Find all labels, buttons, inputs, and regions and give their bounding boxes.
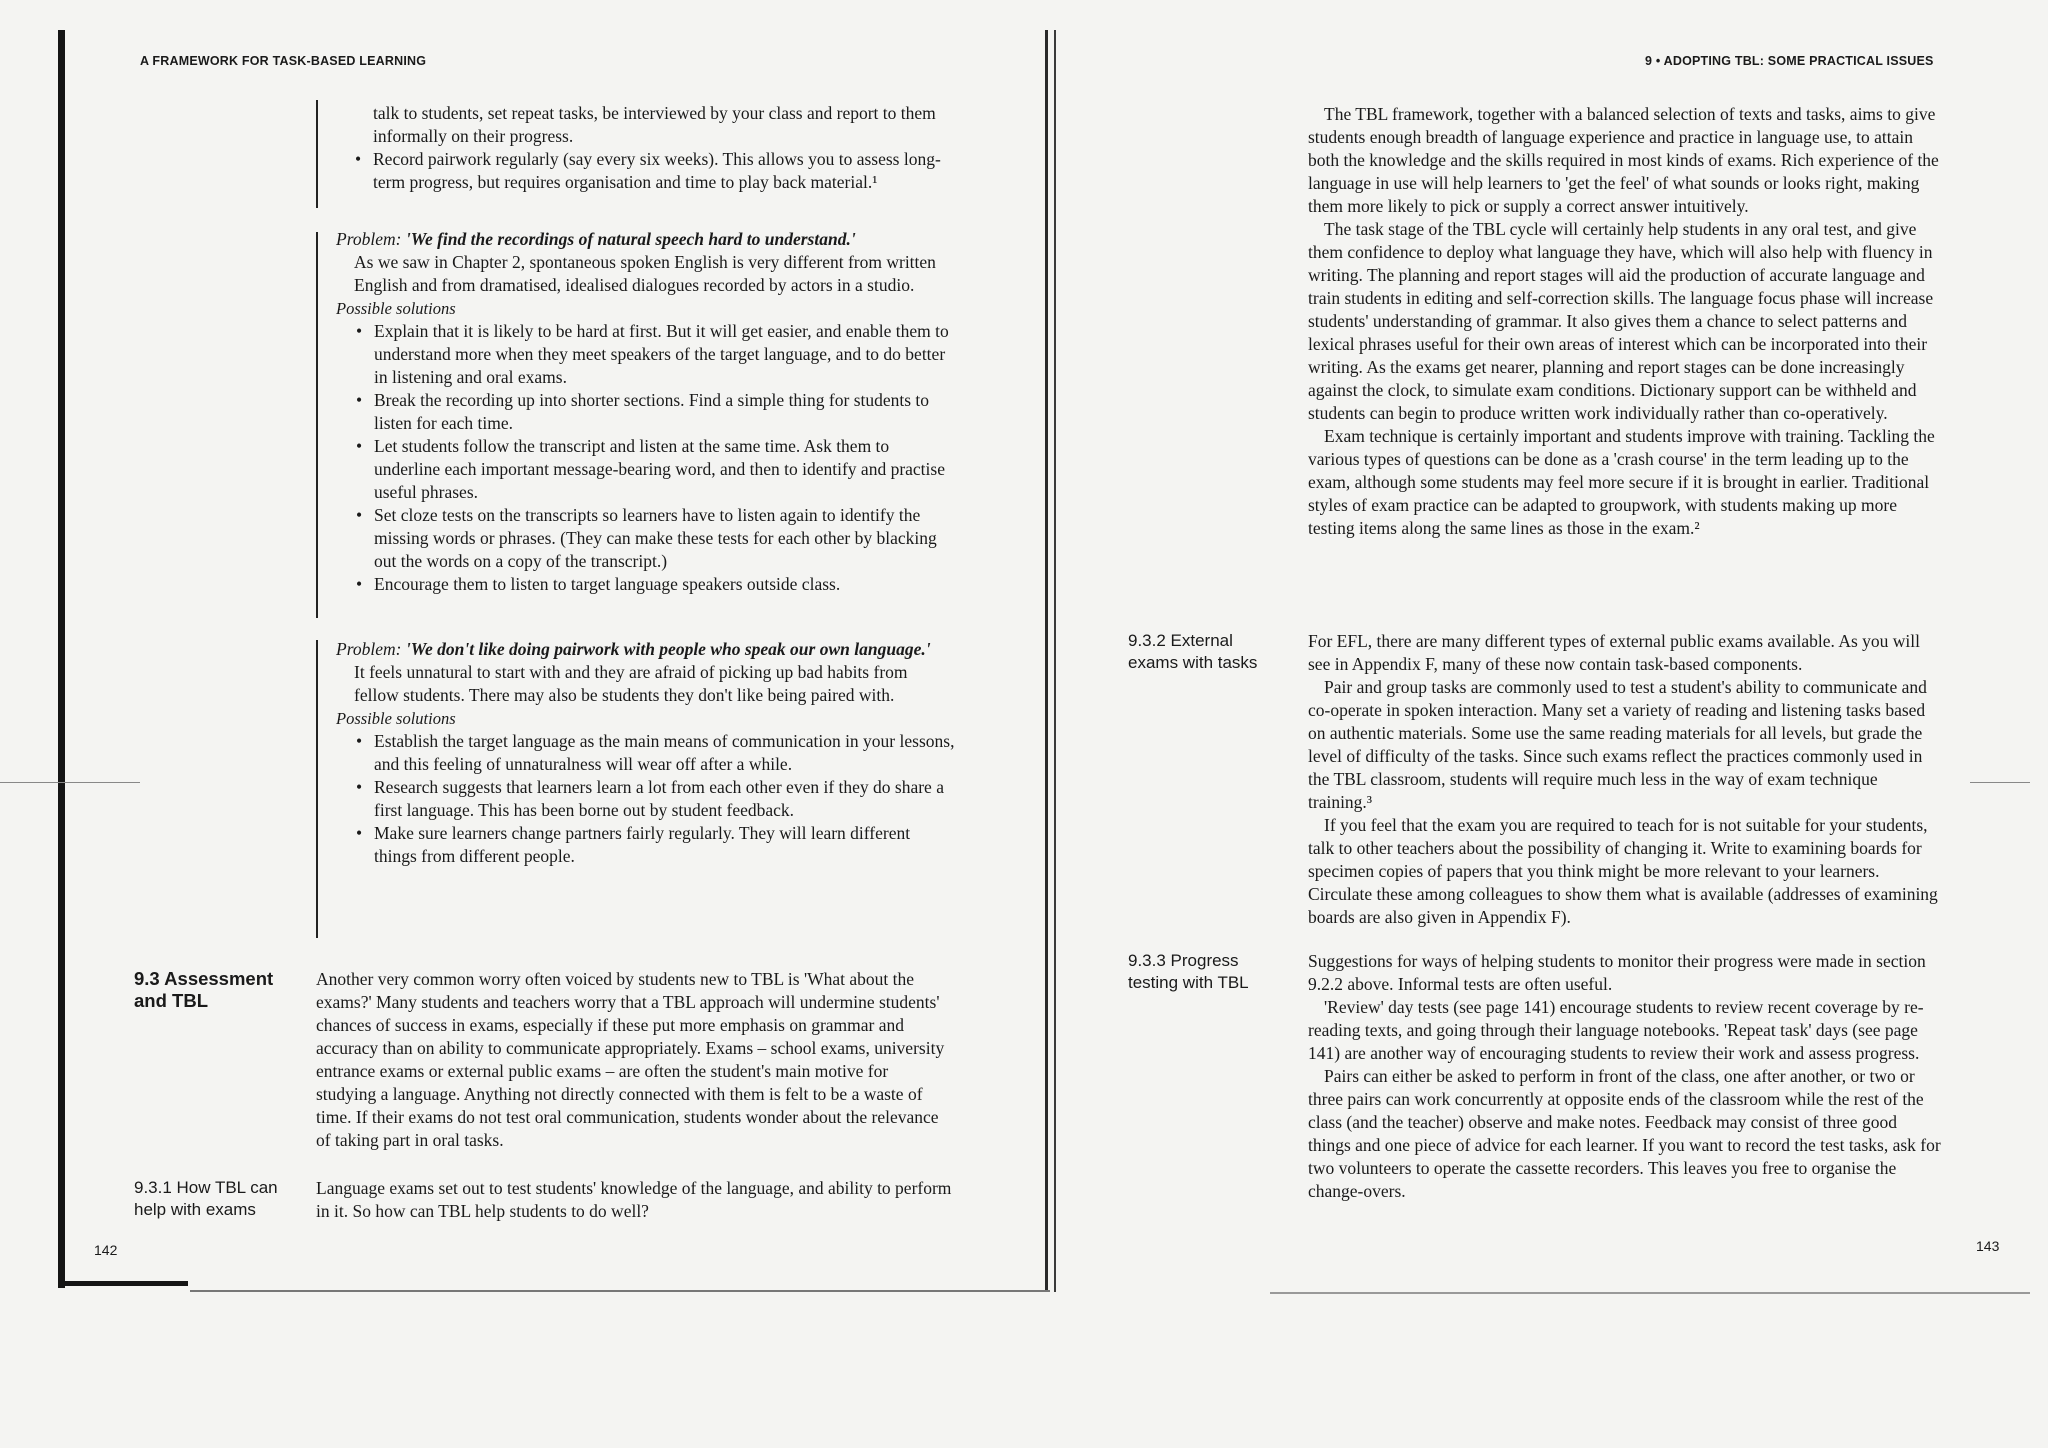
- problem-1-block: [336, 228, 956, 596]
- problem-2-body: It feels unnatural to start with and they are afraid of picking up bad habits from fellow students. There may also be students they don't like being paired with.: [354, 662, 908, 705]
- problem-2-solutions: [336, 730, 956, 868]
- list-item: • Encourage them to listen to target language speakers outside class.: [374, 573, 956, 596]
- section-paragraph: For EFL, there are many different types of external public exams available. As you will see in Appendix F, many of these now contain task-based components.: [1308, 631, 1920, 674]
- right-running-head: 9 • ADOPTING TBL: SOME PRACTICAL ISSUES: [1645, 54, 1934, 68]
- gutter-shadow-inner: [1054, 30, 1056, 1292]
- intro-paragraph: The TBL framework, together with a balanced selection of texts and tasks, aims to give students enough breadth of language experience and practice in language use, to attain both the knowledge and the skills required in most kinds of exams. Rich experience of the language in use will help learners to 'get the feel' of what sounds or looks right, making them more likely to pick or supply a correct answer intuitively.: [1308, 104, 1939, 216]
- section-9-3-2-heading: 9.3.2 External exams with tasks: [1128, 631, 1258, 672]
- section-paragraph: Pair and group tasks are commonly used to test a student's ability to communicate and co-operate in spoken interaction. Many set a variety of reading and listening tasks based on authentic materials. Some use the same reading materials for all levels, but grade the level of difficulty of the tasks. Since such exams reflect the practices commonly used in the TBL classroom, students will require much less in the way of exam technique training.³: [1308, 677, 1927, 812]
- left-page-bottom-edge: [190, 1290, 1050, 1292]
- right-page-bottom-edge: [1270, 1292, 2030, 1294]
- list-item: • Let students follow the transcript and listen at the same time. Ask them to underline each important message-bearing word, and then to identify and practise useful phrases.: [374, 435, 956, 504]
- list-item: • Establish the target language as the main means of communication in your lessons, and this feeling of unnaturalness will wear off after a while.: [374, 730, 956, 776]
- section-9-3-1-body: Language exams set out to test students' knowledge of the language, and ability to perform in it. So how can TBL help students to do well?: [316, 1178, 952, 1221]
- problem-1-heading: [336, 228, 956, 251]
- solutions-label: Possible solutions: [336, 299, 456, 318]
- list-item: • Set cloze tests on the transcripts so learners have to listen again to identify the missing words or phrases. (They can make these tests for each other by blacking out the words on a copy of the transcript.): [374, 504, 956, 573]
- left-running-head: A FRAMEWORK FOR TASK-BASED LEARNING: [140, 54, 427, 68]
- margin-rule-problem2: [316, 640, 318, 938]
- section-9-3-heading: 9.3 Assessment and TBL: [134, 968, 274, 1011]
- margin-rule-problem1: [316, 232, 318, 618]
- section-9-3-body: Another very common worry often voiced by students new to TBL is 'What about the exams?' Many students and teachers worry that a TBL approach will undermine students' chances of success in exams, especially if these put more emphasis on grammar and accuracy than on ability to communicate appropriately. Exams – school exams, university entrance exams or external public exams – are often the student's main motive for studying a language. Anything not directly connected with them is felt to be a waste of time. If their exams do not test oral communication, students wonder about the relevance of taking part in oral tasks.: [316, 969, 945, 1150]
- section-paragraph: 'Review' day tests (see page 141) encourage students to review recent coverage by re-reading texts, and going through their language notebooks. 'Repeat task' days (see page 141) are another way of encouraging students to review their work and assess progress.: [1308, 997, 1924, 1063]
- problem-2-heading: [336, 638, 956, 661]
- scan-mark-left: [0, 782, 140, 783]
- problem-2-block: [336, 638, 956, 868]
- section-9-3-2-body: [1308, 630, 1943, 929]
- carry-over-text: talk to students, set repeat tasks, be interviewed by your class and report to them informally on their progress.: [373, 103, 936, 146]
- problem-label: Problem:: [336, 229, 402, 249]
- left-binding-edge: [58, 30, 65, 1288]
- list-item: • Break the recording up into shorter sections. Find a simple thing for students to listen for each time.: [374, 389, 956, 435]
- problem-2-quote: 'We don't like doing pairwork with people who speak our own language.': [405, 639, 931, 659]
- section-paragraph: If you feel that the exam you are required to teach for is not suitable for your students, talk to other teachers about the possibility of changing it. Write to examining boards for specimen copies of papers that you think might be more relevant to your learners. Circulate these among colleagues to show them what is available (addresses of examining boards are also given in Appendix F).: [1308, 815, 1938, 927]
- margin-rule-top: [316, 100, 318, 208]
- list-item: • Explain that it is likely to be hard at first. But it will get easier, and enable them to understand more when they meet speakers of the target language, and to do better in listening and oral exams.: [374, 320, 956, 389]
- intro-paragraph: Exam technique is certainly important and students improve with training. Tackling the various types of questions can be done as a 'crash course' in the term leading up to the exam, although some students may feel more secure if it is brought in earlier. Traditional styles of exam practice can be adapted to groupwork, with students making up more testing items along the same lines as those in the exam.²: [1308, 426, 1935, 538]
- left-top-block: [373, 102, 953, 194]
- list-item: • Research suggests that learners learn a lot from each other even if they do share a first language. This has been borne out by student feedback.: [374, 776, 956, 822]
- problem-label: Problem:: [336, 639, 402, 659]
- section-9-3-1-heading: 9.3.1 How TBL can help with exams: [134, 1178, 278, 1219]
- gutter-shadow: [1045, 30, 1048, 1292]
- problem-1-solutions: [336, 320, 956, 596]
- problem-1-body: As we saw in Chapter 2, spontaneous spoken English is very different from written English and from dramatised, idealised dialogues recorded by actors in a studio.: [354, 252, 936, 295]
- right-page-number: 143: [1976, 1238, 2000, 1254]
- intro-paragraph: The task stage of the TBL cycle will certainly help students in any oral test, and give them confidence to deploy what language they have, which will also help with fluency in writing. The planning and report stages will aid the production of accurate language and train students in editing and self-correction skills. The language focus phase will increase students' understanding of grammar. It also gives them a chance to select patterns and lexical phrases useful for their own areas of interest which can be incorporated into their writing. As the exams get nearer, planning and report stages can be done increasingly against the clock, to simulate exam conditions. Dictionary support can be withheld and students can begin to produce written work individually rather than co-operatively.: [1308, 219, 1934, 423]
- problem-1-quote: 'We find the recordings of natural speech hard to understand.': [405, 229, 856, 249]
- section-9-3-3-heading: 9.3.3 Progress testing with TBL: [1128, 951, 1249, 992]
- top-bullet-list: [373, 148, 953, 194]
- left-binding-foot: [58, 1281, 188, 1286]
- list-item: • Make sure learners change partners fairly regularly. They will learn different things from different people.: [374, 822, 956, 868]
- list-item: • Record pairwork regularly (say every six weeks). This allows you to assess long-term progress, but requires organisation and time to play back material.¹: [373, 148, 953, 194]
- solutions-label: Possible solutions: [336, 709, 456, 728]
- right-intro-block: [1308, 103, 1943, 540]
- left-page-number: 142: [94, 1242, 118, 1258]
- section-9-3-3-body: [1308, 950, 1943, 1203]
- section-paragraph: Pairs can either be asked to perform in front of the class, one after another, or two or three pairs can work concurrently at opposite ends of the classroom while the rest of the class (and the teacher) observe and make notes. Feedback may consist of three good things and one piece of advice for each learner. If you want to record the test tasks, ask for two volunteers to operate the cassette recorders. This leaves you free to organise the change-overs.: [1308, 1066, 1941, 1201]
- section-paragraph: Suggestions for ways of helping students to monitor their progress were made in section 9.2.2 above. Informal tests are often useful.: [1308, 951, 1926, 994]
- scan-mark-right: [1970, 782, 2030, 783]
